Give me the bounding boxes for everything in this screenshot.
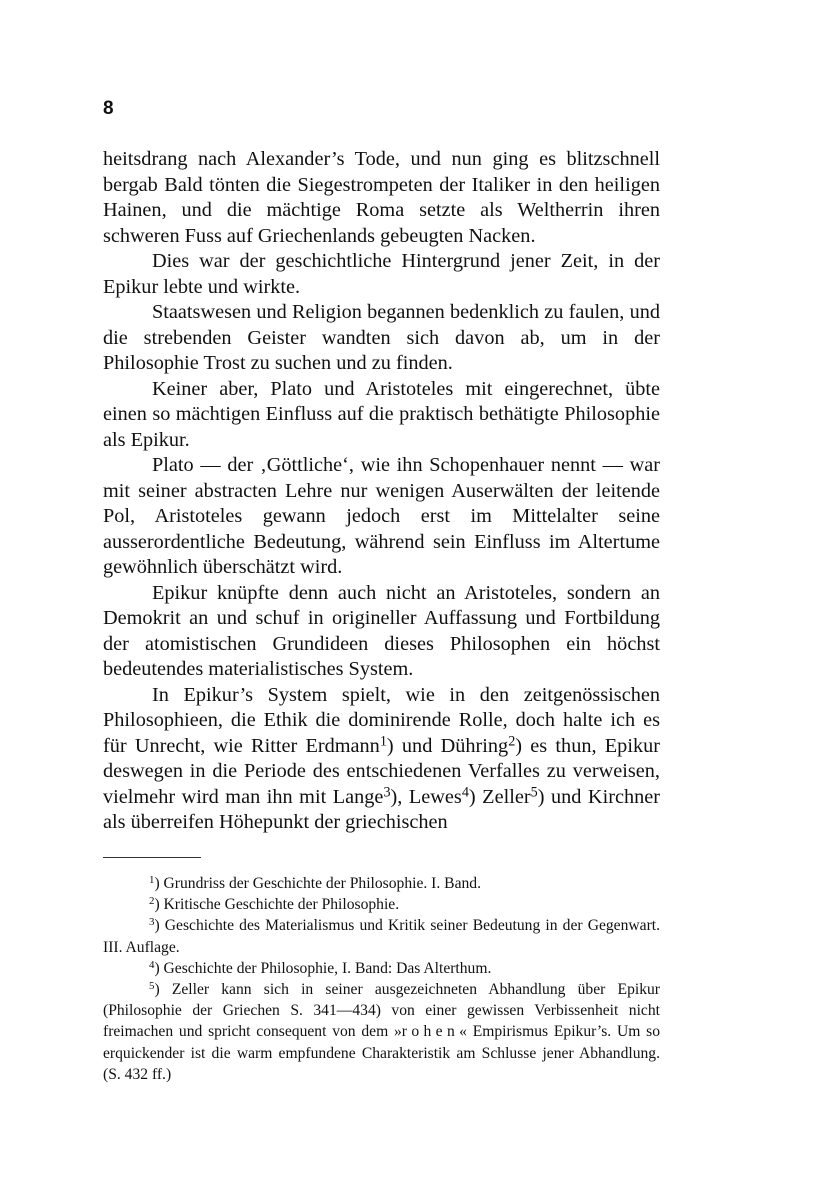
footnote-text: ) Geschichte des Materialismus und Kritik seiner Bedeutung in der Gegenwart. III. Auflage. bbox=[103, 917, 660, 956]
footnote bbox=[103, 958, 660, 979]
footnote-text: ) Kritische Geschichte der Philosophie. bbox=[154, 896, 400, 914]
footnote-text: ) Geschichte der Philosophie, I. Band: Das Alterthum. bbox=[154, 959, 492, 977]
text-run: ), Lewes bbox=[390, 785, 462, 808]
footnote bbox=[103, 894, 660, 915]
text-run: In Epikur’s System spielt, wie in den zeitgenössischen Philosophieen, die Ethik die dominirende Rolle, doch halte ich es für Unrecht, wie Ritter Erdmann bbox=[103, 683, 660, 757]
text-run: ) und Kirchner als überreifen Höhepunkt der griechischen bbox=[103, 785, 660, 833]
main-text bbox=[103, 147, 660, 836]
footnotes bbox=[103, 873, 660, 1085]
paragraph: Keiner aber, Plato und Aristoteles mit eingerechnet, übte einen so mächtigen Einfluss auf die praktisch bethätigte Philosophie als Epikur. bbox=[103, 377, 660, 451]
paragraph: Dies war der geschichtliche Hintergrund jener Zeit, in der Epikur lebte und wirkte. bbox=[103, 250, 660, 298]
footnote-marker: 3 bbox=[149, 916, 155, 929]
footnote-marker: 4 bbox=[149, 958, 155, 971]
quote-close: « bbox=[459, 1023, 467, 1041]
footnote-ref: 1 bbox=[379, 733, 387, 750]
paragraph: Plato — der ‚Göttliche‘, wie ihn Schopenhauer nennt — war mit seiner abstracten Lehre nur wenigen Auserwälten der leitende Pol, Aristoteles gewann jedoch erst im Mittelalter seine ausserordentliche Bedeutung, während sein Einfluss im Altertume gewöhnlich überschätzt wird. bbox=[103, 454, 660, 578]
footnote-text: ) Zeller kann sich in seiner ausgezeichneten Abhandlung über Epikur (Philosophie der Griechen S. 341—434) von einer gewissen Verbissenheit nicht freimachen und spricht consequent von dem bbox=[103, 981, 660, 1041]
page-number: 8 bbox=[103, 98, 114, 119]
text-run: ) Zeller bbox=[468, 785, 531, 808]
paragraph: Staatswesen und Religion begannen bedenklich zu faulen, und die strebenden Geister wandten sich davon ab, um in der Philosophie Trost zu suchen und zu finden. bbox=[103, 301, 660, 374]
footnote-ref: 2 bbox=[508, 733, 516, 750]
paragraph bbox=[103, 683, 660, 836]
footnote-text: Empirismus Epikur’s. Um so erquickender ist die warm empfundene Charakteristik am Schlusse jener Abhandlung. (S. 432 ff.) bbox=[103, 1023, 660, 1083]
text-run: ) und Dühring bbox=[386, 734, 509, 757]
footnote-marker: 2 bbox=[149, 895, 155, 908]
paragraph: heitsdrang nach Alexander’s Tode, und nun ging es blitzschnell bergab Bald tönten die Siegestrompeten der Italiker in den heiligen Hainen, und die mächtige Roma setzte als Weltherrin ihren schweren Fuss auf Griechenlands gebeugten Nacken. bbox=[103, 148, 660, 247]
footnote-separator bbox=[103, 857, 201, 858]
footnote-ref: 3 bbox=[383, 784, 391, 801]
quote-open: » bbox=[394, 1023, 402, 1041]
emphasis-text: rohen bbox=[401, 1023, 460, 1041]
footnote-ref: 4 bbox=[461, 784, 469, 801]
footnote bbox=[103, 873, 660, 894]
footnote-text: ) Grundriss der Geschichte der Philosophie. I. Band. bbox=[154, 875, 481, 892]
footnote bbox=[103, 979, 660, 1085]
paragraph: Epikur knüpfte denn auch nicht an Aristoteles, sondern an Demokrit an und schuf in origineller Auffassung und Fortbildung der atomistischen Grundideen dieses Philosophen ein höchst bedeutendes materialistisches System. bbox=[103, 581, 660, 680]
text-run: ) es thun, Epikur deswegen in die Periode des entschiedenen Verfalles zu verweisen, vielmehr wird man ihn mit Lange bbox=[103, 734, 660, 808]
footnote-marker: 5 bbox=[149, 980, 155, 993]
footnote-marker: 1 bbox=[149, 874, 155, 887]
footnote-ref: 5 bbox=[530, 784, 538, 801]
footnote bbox=[103, 915, 660, 957]
